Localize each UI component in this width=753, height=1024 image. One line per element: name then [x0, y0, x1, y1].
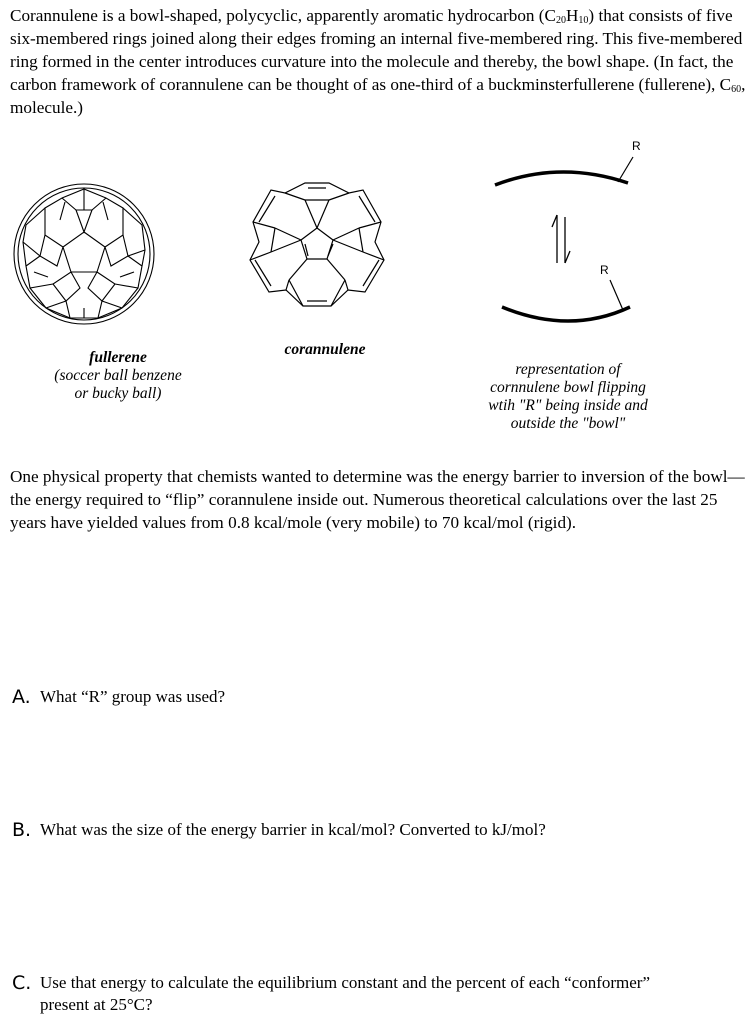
r-label-top: R — [632, 139, 641, 153]
question-c-line2: present at 25°C? — [40, 995, 153, 1014]
bowl-bottom-arc — [502, 307, 630, 321]
fullerene-caption — [20, 349, 216, 403]
question-b — [12, 819, 546, 842]
question-a-text: What “R” group was used? — [40, 687, 226, 706]
bowl-caption-line3: wtih "R" being inside and — [488, 397, 648, 414]
bowl-flip-caption — [462, 361, 674, 433]
fullerene-label: fullerene — [89, 349, 147, 366]
intro-text-middle: ) that consists of five six-membered rings joined along their edges froming an internal five-membered ring. This five-membered ring formed in the center introduces curvature into the molecule and thereby, the bowl shape. (In fact, the carbon framework of corannulene can be thought of as one-third of a buckminsterfullerene (fullerene), C — [10, 6, 743, 94]
energy-barrier-paragraph: One physical property that chemists wanted to determine was the energy barrier to inversion of the bowl—the energy required to “flip” corannulene inside out. Numerous theoretical calculations over the last 25 years have yielded values from 0.8 kcal/mole (very mobile) to 70 kcal/mol (rigid). — [10, 467, 745, 532]
formula-h: H — [566, 6, 579, 25]
fullerene-structure-diagram — [10, 180, 158, 328]
corannulene-label: corannulene — [284, 341, 366, 358]
r-bond-top — [618, 157, 633, 182]
question-b-letter: B. — [12, 819, 32, 841]
question-b-text: What was the size of the energy barrier in kcal/mol? Converted to kJ/mol? — [40, 820, 546, 839]
intro-paragraph — [10, 4, 750, 119]
bowl-caption-line2: cornnulene bowl flipping — [490, 379, 646, 396]
bowl-caption-line1: representation of — [515, 361, 621, 378]
r-label-bottom: R — [600, 263, 609, 277]
formula-h-subscript: 10 — [578, 15, 589, 26]
question-a — [12, 686, 225, 709]
bowl-flip-diagram — [490, 135, 650, 335]
question-a-letter: A. — [12, 686, 31, 708]
question-c-line1: Use that energy to calculate the equilibrium constant and the percent of each “conformer” — [40, 973, 651, 992]
question-c-letter: C. — [12, 972, 32, 994]
bowl-caption-line4: outside the "bowl" — [510, 415, 626, 432]
formula-c-subscript: 20 — [556, 15, 566, 26]
corannulene-structure-diagram — [245, 170, 390, 315]
fullerene-subtitle-line2: or bucky ball) — [74, 385, 162, 402]
question-c-text — [40, 972, 650, 1016]
bowl-top-arc — [495, 172, 628, 185]
fullerene-subtitle-line1: (soccer ball benzene — [54, 367, 182, 384]
r-bond-bottom — [610, 280, 623, 310]
question-c — [12, 972, 650, 1016]
intro-text-start: Corannulene is a bowl-shaped, polycyclic, apparently aromatic hydrocarbon (C — [10, 6, 556, 25]
corannulene-caption — [255, 341, 395, 359]
intro-text-end: , molecule.) — [10, 75, 746, 117]
c60-subscript: 60 — [731, 84, 742, 95]
